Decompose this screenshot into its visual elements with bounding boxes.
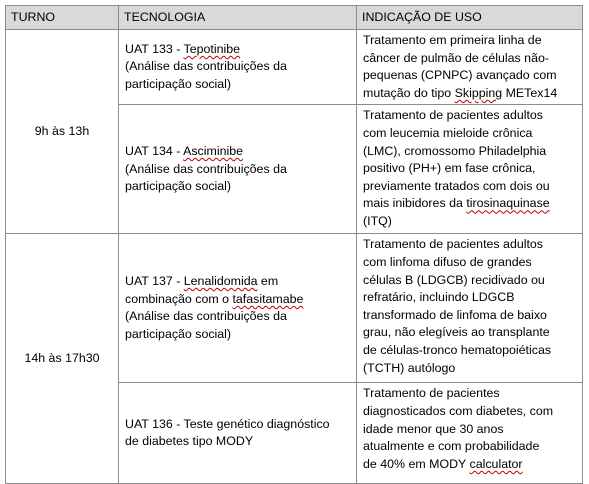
indication-line: pequenas (CPNPC) avançado com — [363, 68, 557, 83]
tech-note: em — [257, 274, 279, 289]
tech-title: de diabetes tipo MODY — [125, 434, 254, 449]
drug-name: tafasitamabe — [232, 291, 304, 306]
indication-line: grau, não elegíveis ao transplante — [363, 325, 550, 340]
tech-note: (Análise das contribuições da — [125, 161, 287, 176]
table-row — [6, 234, 583, 383]
indication-term: tirosinaquinase — [466, 196, 550, 211]
indication-line: (LMC), cromossomo Philadelphia — [363, 143, 547, 158]
tech-note: participação social) — [125, 179, 232, 194]
indication-line: Tratamento em primeira linha de — [363, 33, 542, 47]
indication-line: positivo (PH+) em fase crônica, — [363, 161, 536, 176]
turno-cell-afternoon: 14h às 17h30 — [6, 234, 119, 484]
tech-note: participação social) — [125, 76, 232, 91]
tech-note: (Análise das contribuições da — [125, 59, 287, 74]
indication-term: Skipping — [454, 85, 503, 100]
drug-name: Tepotinibe — [183, 41, 241, 56]
indication-line: METex14 — [502, 85, 558, 100]
turno-cell-morning: 9h às 13h — [6, 30, 119, 234]
indication-cell — [357, 105, 583, 234]
indication-cell — [357, 383, 583, 484]
indication-line: refratário, incluindo LDGCB — [363, 290, 515, 305]
indication-line: idade menor que 30 anos — [363, 421, 504, 436]
tech-note: (Análise das contribuições da — [125, 309, 287, 324]
drug-name: Asciminibe — [183, 143, 244, 158]
indication-line: atualmente e com probabilidade — [363, 439, 540, 454]
indication-line: de células-tronco hematopoiéticas — [363, 342, 552, 357]
uat-code: UAT 137 - — [125, 274, 184, 289]
indication-cell — [357, 234, 583, 383]
uat-code: UAT 134 - — [125, 143, 184, 158]
uat-code: UAT 133 - — [125, 41, 184, 56]
indication-cell — [357, 30, 583, 105]
header-row — [6, 6, 583, 30]
indication-line: (ITQ) — [363, 213, 392, 228]
header-tecnologia: TECNOLOGIA — [119, 6, 357, 30]
tech-note: combinação com o — [125, 291, 233, 306]
indication-line: mutação do tipo — [363, 85, 455, 100]
table-row — [6, 30, 583, 105]
indication-line: Tratamento de pacientes adultos — [363, 108, 544, 123]
indication-line: com leucemia mieloide crônica — [363, 125, 533, 140]
indication-line: (TCTH) autólogo — [363, 360, 456, 375]
indication-line: células B (LDGCB) recidivado ou — [363, 272, 545, 287]
indication-line: de 40% em MODY — [363, 456, 470, 471]
indication-term: calculator — [469, 456, 523, 471]
tech-cell — [119, 234, 357, 383]
tech-note: participação social) — [125, 326, 232, 341]
indication-line: transformado de linfoma de baixo — [363, 307, 547, 322]
schedule-table — [5, 5, 583, 484]
header-indicacao: INDICAÇÃO DE USO — [357, 6, 583, 30]
indication-line: mais inibidores da — [363, 196, 467, 211]
tech-cell — [119, 383, 357, 484]
header-turno: TURNO — [6, 6, 119, 30]
indication-line: Tratamento de pacientes adultos — [363, 237, 544, 252]
indication-line: previamente tratados com dois ou — [363, 178, 550, 193]
indication-line: com linfoma difuso de grandes — [363, 254, 532, 269]
indication-line: câncer de pulmão de células não- — [363, 50, 549, 65]
tech-cell — [119, 30, 357, 105]
indication-line: diagnosticados com diabetes, com — [363, 403, 554, 418]
drug-name: Lenalidomida — [183, 274, 258, 289]
tech-title: UAT 136 - Teste genético diagnóstico — [125, 416, 330, 431]
indication-line: Tratamento de pacientes — [363, 386, 500, 401]
tech-cell — [119, 105, 357, 234]
